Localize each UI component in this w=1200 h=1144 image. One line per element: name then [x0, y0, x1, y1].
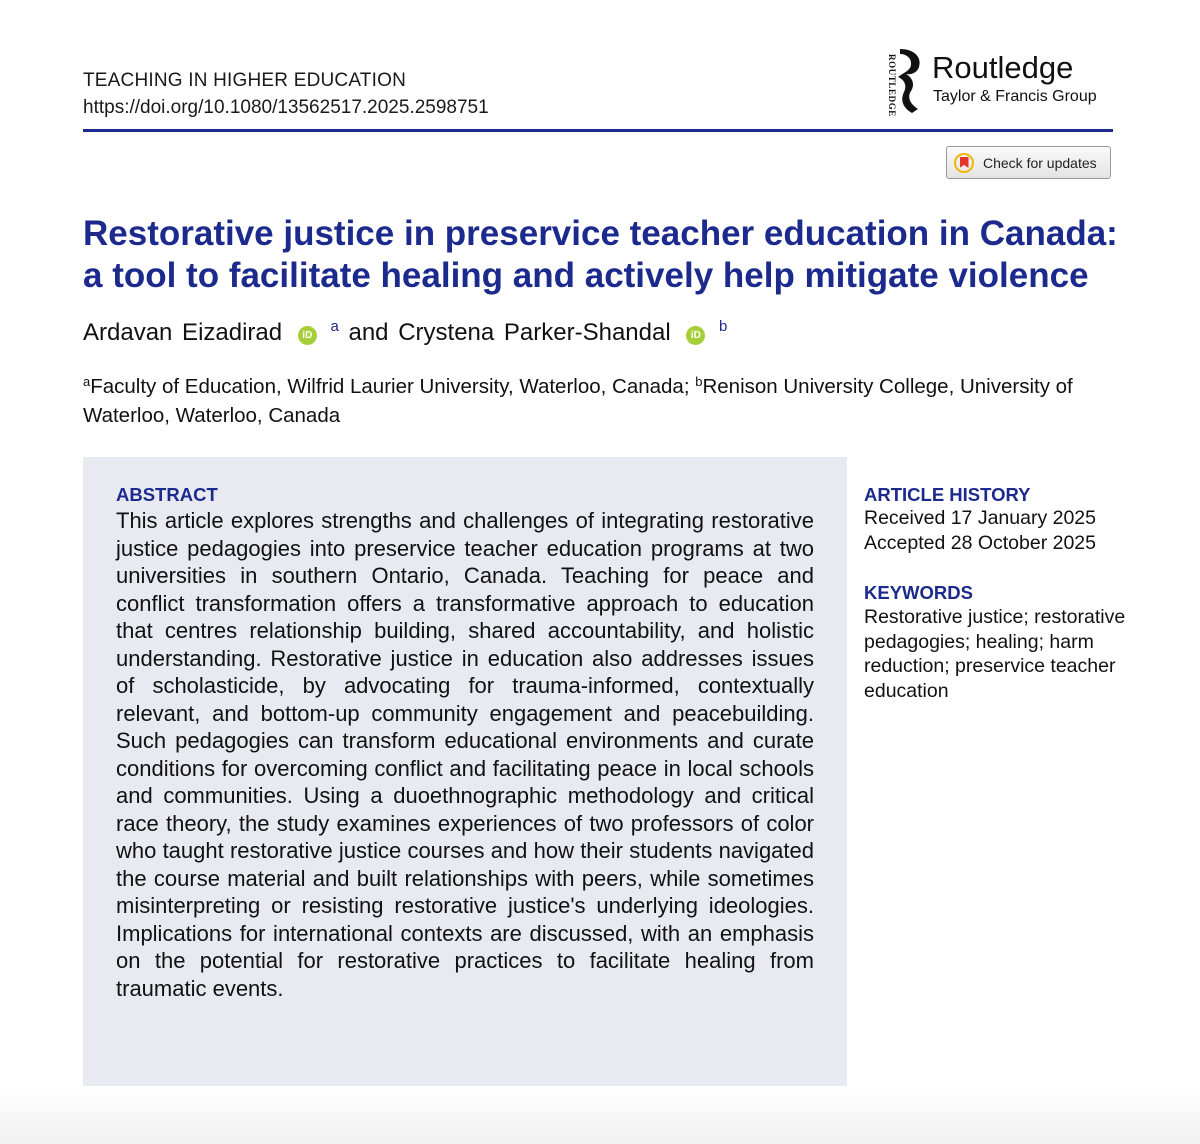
- article-title-line-2: a tool to facilitate healing and actively help mitigate violence: [83, 256, 1089, 295]
- doi-link[interactable]: https://doi.org/10.1080/13562517.2025.2598751: [83, 97, 489, 118]
- author-name[interactable]: Ardavan Eizadirad: [83, 319, 283, 346]
- article-title: [83, 213, 1123, 297]
- affiliation-mark: b: [719, 318, 728, 335]
- keywords-list: Restorative justice; restorative pedagogies; healing; harm reduction; preservice teacher education: [864, 606, 1126, 702]
- crossmark-icon: [954, 153, 974, 173]
- affiliation-b: Renison University College, University of Waterloo, Waterloo, Canada: [83, 375, 1073, 427]
- publisher-side-text: ROUTLEDGE: [887, 54, 897, 117]
- header-rule: [83, 129, 1113, 132]
- page-bottom-shade: [0, 1086, 1200, 1144]
- affiliation-mark-a: a: [83, 374, 91, 389]
- orcid-icon[interactable]: iD: [298, 326, 317, 345]
- publisher-name: Routledge: [932, 50, 1074, 85]
- affiliations: [83, 372, 1123, 430]
- routledge-logo-icon: [892, 47, 926, 115]
- orcid-icon[interactable]: iD: [686, 326, 705, 345]
- author-joiner: and: [348, 319, 389, 346]
- check-for-updates-button[interactable]: [946, 146, 1111, 179]
- publisher-logo: [872, 45, 1122, 117]
- abstract-heading: ABSTRACT: [116, 484, 218, 505]
- affiliation-mark: a: [330, 318, 339, 335]
- affiliation-mark-b: b: [695, 374, 703, 389]
- accepted-date: Accepted 28 October 2025: [864, 532, 1096, 554]
- check-for-updates-label: Check for updates: [983, 154, 1097, 171]
- author-name[interactable]: Crystena Parker-Shandal: [398, 319, 671, 346]
- publisher-group: Taylor & Francis Group: [933, 88, 1097, 105]
- abstract-text: This article explores strengths and challenges of integrating restorative justice pedagogies into preservice teacher education programs at two universities in southern Ontario, Canada. Teaching for peace and conflict transformation offers a transformative approach to education that centres relationship building, shared accountability, and holistic understanding. Restorative justice in education also addresses issues of scholasticide, by advocating for trauma-informed, contextually relevant, and bottom-up community engagement and peacebuilding. Such pedagogies can transform educational environments and curate conditions for overcoming conflict and facilitating peace in local schools and communities. Using a duoethnographic methodology and critical race theory, the study examines experiences of two professors of color who taught restorative justice courses and how their students navigated the course material and built relationships with peers, while sometimes misinterpreting or resisting restorative justice's underlying ideologies. Implications for international contexts are discussed, with an emphasis on the potential for restorative practices to facilitate healing from traumatic events.: [116, 508, 814, 1001]
- journal-name: TEACHING IN HIGHER EDUCATION: [83, 70, 406, 91]
- affiliation-a: Faculty of Education, Wilfrid Laurier University, Waterloo, Canada;: [90, 375, 696, 398]
- received-date: Received 17 January 2025: [864, 507, 1096, 529]
- article-history-heading: ARTICLE HISTORY: [864, 484, 1031, 505]
- keywords-heading: KEYWORDS: [864, 582, 973, 603]
- article-title-line-1: Restorative justice in preservice teacher education in Canada:: [83, 214, 1118, 253]
- author-list: [83, 318, 727, 347]
